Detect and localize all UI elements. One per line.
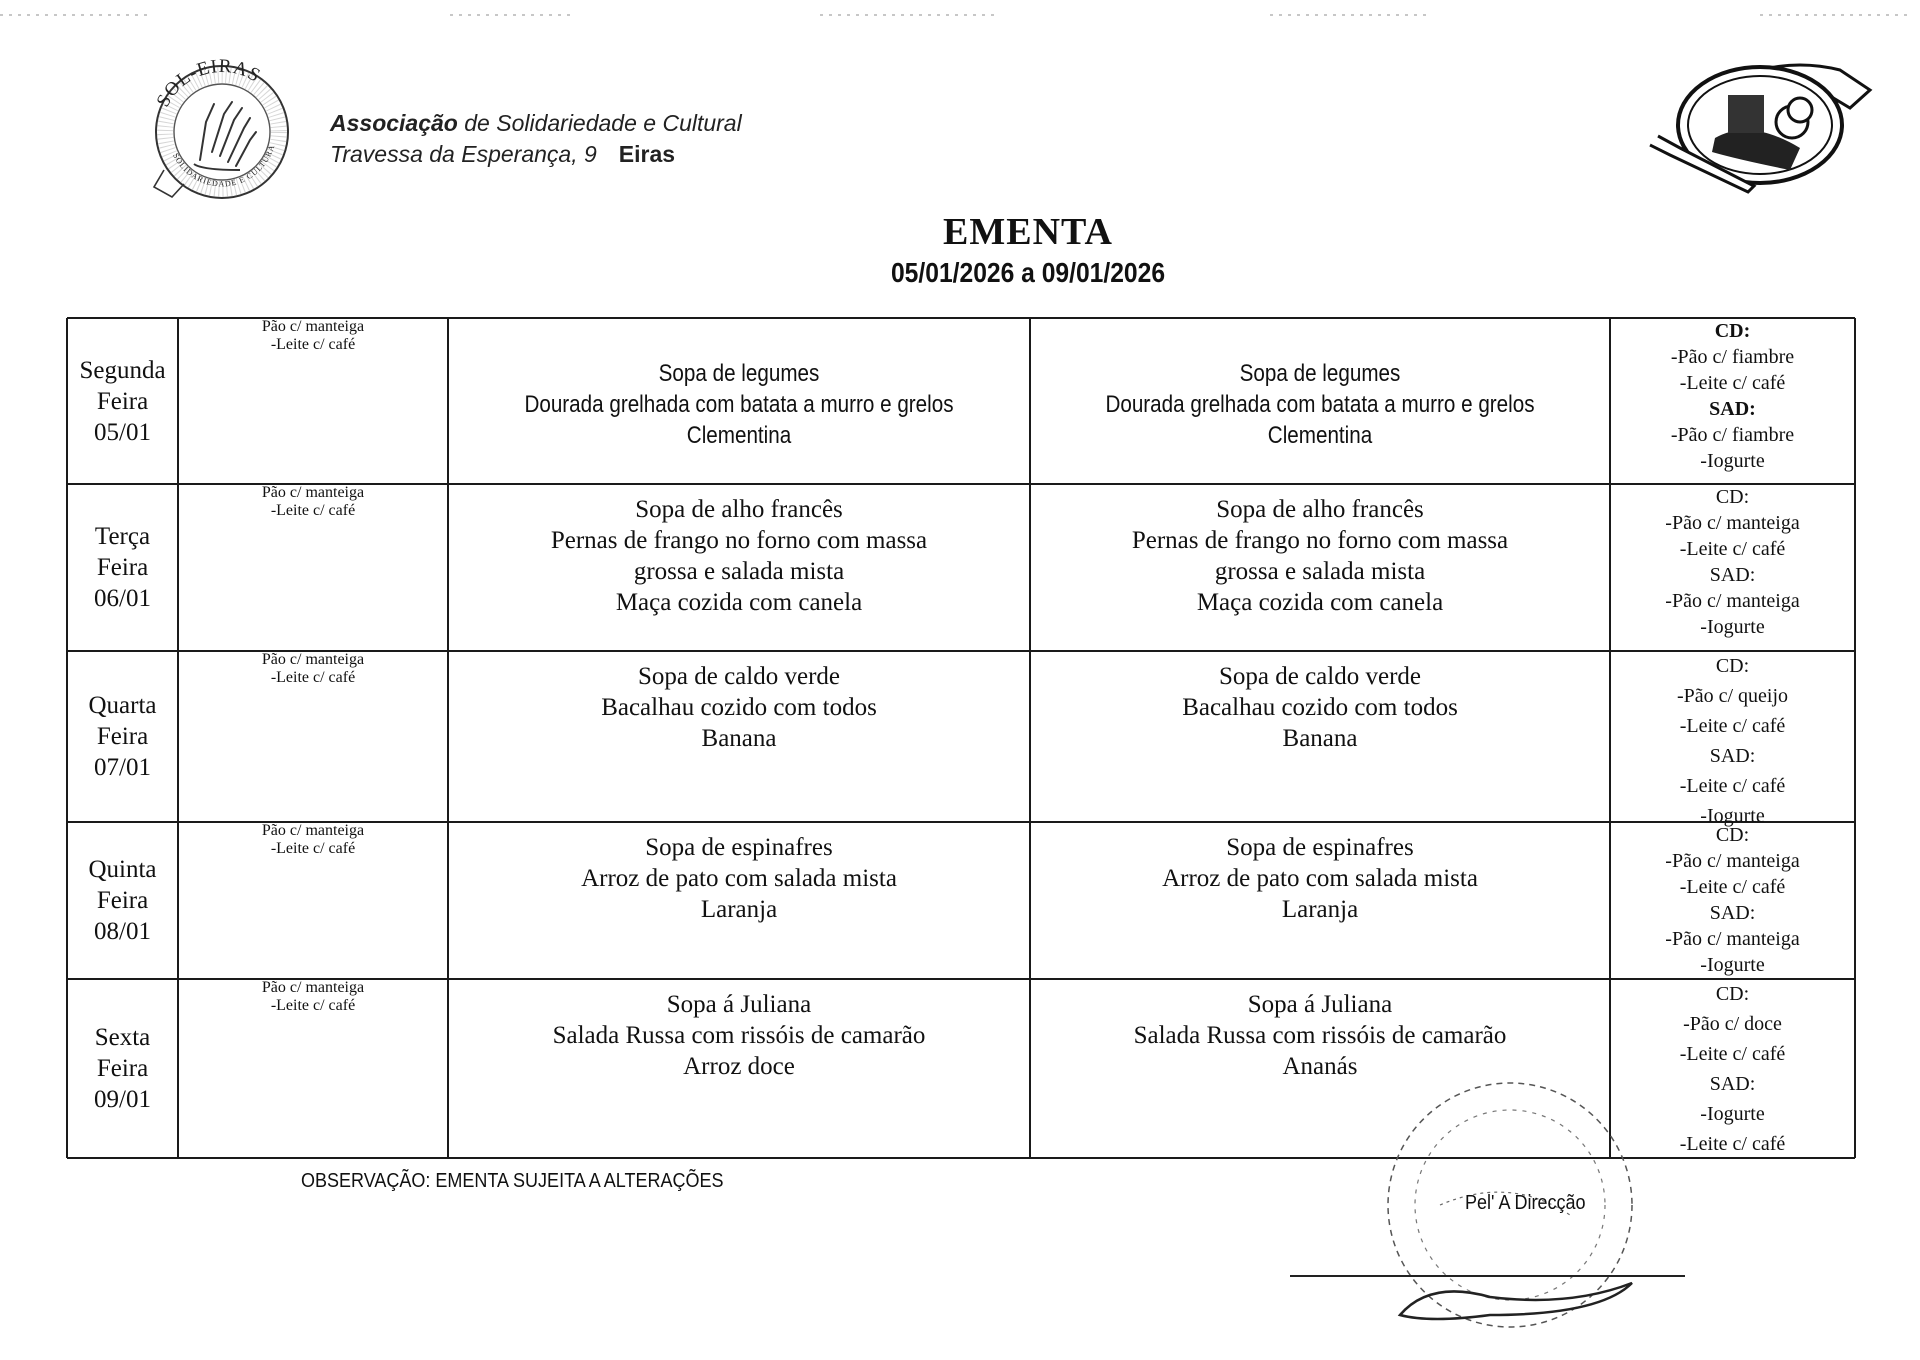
lunch-line: Bacalhau cozido com todos <box>601 694 877 721</box>
snack-line: -Pão c/ fiambre <box>1670 346 1795 368</box>
cell-dinner <box>1071 318 1570 484</box>
dinner-line: Bacalhau cozido com todos <box>1182 694 1458 721</box>
dinner-line: Arroz de pato com salada mista <box>1162 865 1478 892</box>
hand-logo-icon <box>142 52 302 202</box>
snack-line: -Leite c/ café <box>1679 876 1786 898</box>
cell-breakfast <box>178 979 448 1158</box>
day-line: Feira <box>96 1055 149 1082</box>
cell-lunch <box>448 979 1030 1158</box>
organization-name: Associação de Solidariedade e Cultural <box>330 110 742 136</box>
plate-fork-icon <box>1640 30 1890 200</box>
cell-lunch <box>448 822 1030 979</box>
lunch-line: Arroz doce <box>683 1053 795 1080</box>
day-line: 06/01 <box>94 585 151 612</box>
cell-dinner <box>1030 822 1610 979</box>
lunch-line: Sopa de legumes <box>658 360 820 387</box>
cell-breakfast <box>178 484 448 651</box>
cell-dinner <box>1030 484 1610 651</box>
snack-line: -Leite c/ café <box>1679 1133 1786 1155</box>
breakfast-line: Pão c/ manteiga <box>261 318 365 335</box>
day-line: Sexta <box>94 1024 151 1051</box>
snack-line: CD: <box>1715 983 1750 1005</box>
menu-table <box>67 318 1855 1158</box>
cell-breakfast <box>178 822 448 979</box>
snack-line: CD: <box>1715 824 1750 846</box>
dinner-line: Sopa de alho francês <box>1216 496 1424 523</box>
day-line: Quinta <box>88 856 157 883</box>
dinner-line: Banana <box>1282 725 1358 752</box>
scan-noise <box>820 14 1000 16</box>
snack-line: SAD: <box>1709 564 1756 586</box>
snack-line: -Iogurte <box>1700 954 1765 976</box>
lunch-line: Arroz de pato com salada mista <box>581 865 897 892</box>
cell-lunch <box>448 651 1030 822</box>
snack-line: -Pão c/ manteiga <box>1665 590 1800 612</box>
snack-line: SAD: <box>1709 745 1756 767</box>
dinner-line: Sopa de caldo verde <box>1218 663 1421 690</box>
day-line: 05/01 <box>94 418 151 446</box>
scan-noise <box>1270 14 1430 16</box>
snack-line: -Leite c/ café <box>1679 538 1786 560</box>
dinner-line: Dourada grelhada com batata a murro e grelos <box>1105 391 1535 418</box>
breakfast-line: -Leite c/ café <box>270 997 356 1014</box>
snack-line: SAD: <box>1709 902 1756 924</box>
day-line: 09/01 <box>94 1086 151 1113</box>
lunch-line: Sopa de alho francês <box>635 496 843 523</box>
cell-day <box>67 651 178 822</box>
cell-day <box>67 318 178 484</box>
breakfast-line: -Leite c/ café <box>270 502 356 519</box>
cell-snack <box>1610 484 1855 651</box>
day-line: Feira <box>96 887 149 914</box>
snack-line: -Iogurte <box>1700 450 1765 472</box>
snack-line: SAD: <box>1709 398 1756 420</box>
snack-line: CD: <box>1715 655 1750 677</box>
breakfast-line: Pão c/ manteiga <box>261 484 365 501</box>
cell-day <box>67 484 178 651</box>
dinner-line: Ananás <box>1282 1053 1358 1080</box>
lunch-line: Clementina <box>686 422 792 449</box>
signature-line <box>1290 1275 1685 1277</box>
date-range: 05/01/2026 a 09/01/2026 <box>890 257 1166 288</box>
lunch-line: Sopa de espinafres <box>645 834 833 861</box>
organization-city: Eiras <box>618 141 676 167</box>
dinner-line: Laranja <box>1281 896 1359 923</box>
dinner-line: Clementina <box>1267 422 1373 449</box>
lunch-line: Dourada grelhada com batata a murro e grelos <box>524 391 954 418</box>
day-line: Feira <box>96 554 149 581</box>
lunch-line: Maça cozida com canela <box>615 589 863 616</box>
snack-line: -Leite c/ café <box>1679 372 1786 394</box>
scan-noise <box>1760 14 1910 16</box>
snack-line: -Leite c/ café <box>1679 775 1786 797</box>
dinner-line: Salada Russa com rissóis de camarão <box>1133 1022 1507 1049</box>
cell-lunch <box>489 318 990 484</box>
snack-line: -Iogurte <box>1700 805 1765 827</box>
page-title: EMENTA <box>943 211 1113 253</box>
day-line: Quarta <box>88 692 157 719</box>
snack-line: -Iogurte <box>1700 1103 1765 1125</box>
svg-text:SOLIDARIEDADE E CULTURA: SOLIDARIEDADE E CULTURA <box>171 143 277 189</box>
dinner-line: Sopa de legumes <box>1239 360 1401 387</box>
dinner-line: Sopa de espinafres <box>1226 834 1414 861</box>
lunch-line: Pernas de frango no forno com massa grossa e salada mista <box>550 527 928 585</box>
snack-line: -Pão c/ manteiga <box>1665 512 1800 534</box>
scan-noise <box>450 14 570 16</box>
day-line: 07/01 <box>94 754 151 781</box>
day-line: Feira <box>96 387 149 415</box>
cell-snack <box>1610 822 1855 979</box>
dinner-line: Pernas de frango no forno com massa grossa e salada mista <box>1131 527 1509 585</box>
cell-day <box>67 979 178 1158</box>
lunch-line: Banana <box>701 725 777 752</box>
day-line: Segunda <box>79 356 166 384</box>
breakfast-line: -Leite c/ café <box>270 840 356 857</box>
snack-line: -Pão c/ manteiga <box>1665 850 1800 872</box>
breakfast-line: -Leite c/ café <box>270 336 356 353</box>
dinner-line: Maça cozida com canela <box>1196 589 1444 616</box>
snack-line: SAD: <box>1709 1073 1756 1095</box>
lunch-line: Laranja <box>700 896 778 923</box>
dinner-line: Sopa á Juliana <box>1247 991 1393 1018</box>
signature-label: Pel' A Direcção <box>1465 1192 1586 1214</box>
cell-day <box>67 822 178 979</box>
breakfast-line: Pão c/ manteiga <box>261 979 365 996</box>
breakfast-line: -Leite c/ café <box>270 669 356 686</box>
cell-snack <box>1610 651 1855 827</box>
cell-lunch <box>448 484 1030 651</box>
day-line: Terça <box>94 523 151 550</box>
organization-address: Travessa da Esperança, 9 Eiras <box>330 141 676 167</box>
day-line: Feira <box>96 723 149 750</box>
snack-line: CD: <box>1715 486 1750 508</box>
cell-dinner <box>1030 651 1610 822</box>
snack-line: -Pão c/ manteiga <box>1665 928 1800 950</box>
organization-logo <box>142 52 302 202</box>
cell-breakfast <box>178 318 448 484</box>
snack-line: -Pão c/ doce <box>1683 1013 1782 1035</box>
snack-line: -Pão c/ queijo <box>1676 685 1789 707</box>
observation-note: OBSERVAÇÃO: EMENTA SUJEITA A ALTERAÇÕES <box>301 1170 724 1192</box>
snack-line: CD: <box>1714 320 1751 342</box>
snack-line: -Leite c/ café <box>1679 715 1786 737</box>
lunch-line: Sopa á Juliana <box>666 991 812 1018</box>
breakfast-line: Pão c/ manteiga <box>261 651 365 668</box>
cell-breakfast <box>178 651 448 822</box>
snack-line: -Iogurte <box>1700 616 1765 638</box>
snack-line: -Pão c/ fiambre <box>1670 424 1795 446</box>
cell-snack <box>1610 979 1855 1158</box>
lunch-line: Sopa de caldo verde <box>637 663 840 690</box>
svg-text:SOL-EIRAS: SOL-EIRAS <box>152 55 265 111</box>
day-line: 08/01 <box>94 918 151 945</box>
scan-noise <box>0 14 150 16</box>
lunch-line: Salada Russa com rissóis de camarão <box>552 1022 926 1049</box>
cell-snack <box>1610 318 1855 484</box>
breakfast-line: Pão c/ manteiga <box>261 822 365 839</box>
organization-info <box>330 108 742 170</box>
snack-line: -Leite c/ café <box>1679 1043 1786 1065</box>
